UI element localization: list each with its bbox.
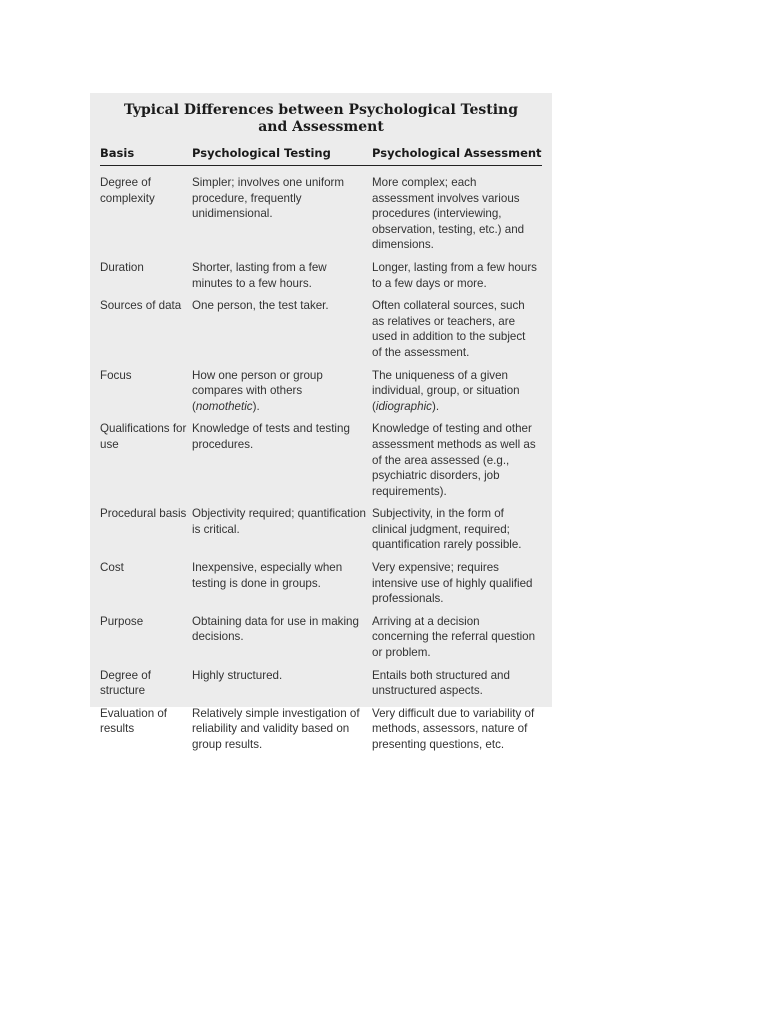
table-title [100,102,542,136]
assessment-cell: Subjectivity, in the form of clinical judgment, required; quantification rarely possible. [372,507,522,552]
assessment-cell: Knowledge of testing and other assessment methods as well as of the area assessed (e.g., psychiatric disorders, job requirements). [372,422,536,498]
table-title-line-2: and Assessment [258,119,384,135]
assessment-cell [372,364,542,418]
testing-cell: Simpler; involves one uniform procedure, frequently unidimensional. [192,176,345,221]
table-row [100,610,542,664]
assessment-text-end: ). [431,399,440,413]
basis-cell: Focus [100,368,132,382]
table-title-line-1: Typical Differences between Psychological Testing [124,102,518,118]
assessment-text: The uniqueness of a given individual, group, or situation ( [372,368,520,413]
basis-cell: Degree of complexity [100,176,155,205]
assessment-cell: Longer, lasting from a few hours to a few days or more. [372,260,537,290]
testing-text: How one person or group compares with others ( [192,368,323,413]
header-row [100,142,542,166]
testing-text-end: ). [252,399,260,413]
assessment-cell: Often collateral sources, such as relatives or teachers, are used in addition to the subject of the assessment. [372,299,526,359]
testing-cell: Inexpensive, especially when testing is done in groups. [192,561,343,590]
header-psychological-testing: Psychological Testing [192,142,372,166]
table-row [100,556,542,610]
testing-cell: Objectivity required; quantification is critical. [192,507,366,536]
table-row [100,502,542,556]
table-row [100,664,542,702]
assessment-cell: Arriving at a decision concerning the referral question or problem. [372,614,536,660]
comparison-table-panel [90,93,552,751]
header-basis: Basis [100,142,192,166]
testing-cell: Shorter, lasting from a few minutes to a few hours. [192,260,327,290]
assessment-cell: Very expensive; requires intensive use of highly qualified professionals. [372,561,533,606]
table-row [100,166,542,256]
testing-cell [192,364,372,418]
assessment-cell: Entails both structured and unstructured aspects. [372,668,510,698]
testing-cell: Knowledge of tests and testing procedures. [192,422,350,451]
testing-cell: Highly structured. [192,668,283,682]
table-row [100,702,542,756]
basis-cell: Duration [100,260,144,274]
table-row [100,294,542,363]
basis-cell: Cost [100,561,124,575]
header-psychological-assessment: Psychological Assessment [372,142,542,166]
basis-cell: Qualifications for use [100,422,187,451]
basis-cell: Purpose [100,614,144,628]
testing-cell: Relatively simple investigation of reliability and validity based on group results. [192,706,360,751]
table-row [100,256,542,294]
basis-cell: Degree of structure [100,668,151,698]
testing-cell: One person, the test taker. [192,299,329,313]
table-row [100,417,542,502]
basis-cell: Procedural basis [100,507,187,521]
basis-cell: Sources of data [100,299,182,313]
assessment-italic-term: idiographic [375,399,432,413]
basis-cell: Evaluation of results [100,706,168,736]
assessment-cell: More complex; each assessment involves various procedures (interviewing, observation, testing, etc.) and dimensions. [372,176,525,252]
testing-cell: Obtaining data for use in making decisions. [192,614,359,644]
table-row [100,364,542,418]
assessment-cell: Very difficult due to variability of methods, assessors, nature of presenting questions, etc. [372,706,535,751]
testing-italic-term: nomothetic [195,399,253,413]
comparison-table [100,142,542,756]
